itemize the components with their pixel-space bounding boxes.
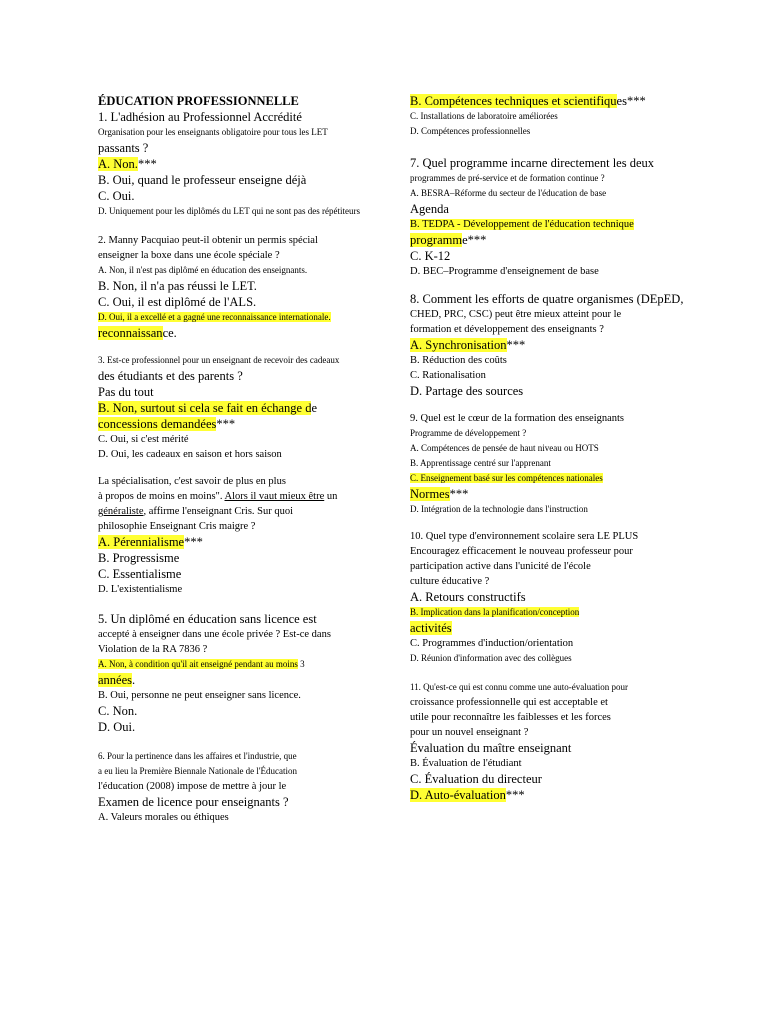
line-text: 11. Qu'est-ce qui est connu comme une auto-évaluation pour (410, 682, 628, 692)
text-line (410, 155, 710, 171)
highlighted-answer: années (98, 673, 133, 687)
text-line (98, 779, 398, 794)
document-title (98, 93, 398, 109)
highlighted-answer: programm (410, 233, 463, 247)
line-gap (98, 341, 398, 353)
text-line (98, 519, 398, 534)
text-line (98, 384, 398, 400)
text-line (410, 307, 710, 322)
text-line (98, 489, 398, 504)
line-gap (410, 666, 710, 680)
line-gap (98, 219, 398, 233)
text-line (98, 657, 398, 672)
line-text: 9. Quel est le cœur de la formation des enseignants (410, 413, 625, 424)
line-text: D. L'existentialisme (98, 584, 183, 595)
text-line (98, 368, 398, 384)
text-line (410, 559, 710, 574)
text-line (410, 710, 710, 725)
text-line (410, 740, 710, 756)
line-text: C. Essentialisme (98, 567, 182, 581)
text-line (98, 325, 398, 341)
text-line (98, 125, 398, 140)
line-text: B. Oui, personne ne peut enseigner sans licence. (98, 690, 301, 701)
line-text: D. Oui, les cadeaux en saison et hors saison (98, 449, 282, 460)
line-text: B. Apprentissage centré sur l'apprenant (410, 458, 551, 468)
line-text: B. Oui, quand le professeur enseigne déjà (98, 173, 307, 187)
text-line (410, 787, 710, 803)
text-line (98, 432, 398, 447)
line-text: C. Oui, il est diplômé de l'ALS. (98, 295, 257, 309)
text-line (410, 471, 710, 486)
line-gap (98, 597, 398, 611)
line-text: philosophie Enseignant Cris maigre ? (98, 521, 256, 532)
line-text: accepté à enseigner dans une école privée ? Est-ce dans (98, 629, 331, 640)
text-line (98, 263, 398, 278)
line-text: Programme de développement ? (410, 428, 527, 438)
line-text: 2. Manny Pacquiao peut-il obtenir un permis spécial (98, 235, 318, 246)
text-line (98, 810, 398, 825)
text-line (98, 109, 398, 125)
text-line (98, 248, 398, 263)
line-text: programmes de pré-service et de formation continue ? (410, 173, 605, 183)
text-line (98, 416, 398, 432)
text-line (410, 322, 710, 337)
highlighted-answer: A. Synchronisation (410, 338, 507, 352)
text-line (98, 172, 398, 188)
line-text: *** (137, 157, 157, 171)
text-line (98, 749, 398, 764)
highlighted-answer: concessions demandées (98, 417, 217, 431)
highlighted-answer: B. Compétences techniques et scientifiqu (410, 94, 617, 108)
underlined-text: généraliste (98, 506, 144, 517)
line-gap (410, 517, 710, 529)
text-line (98, 294, 398, 310)
highlighted-answer: A. Non, à condition qu'il ait enseigné pendant au moins (98, 659, 298, 669)
text-line (98, 627, 398, 642)
line-text: A. Retours constructifs (410, 590, 526, 604)
text-line (410, 93, 710, 109)
text-line (98, 672, 398, 688)
highlighted-answer: B. TEDPA - Développement de l'éducation technique (410, 219, 634, 230)
text-line (410, 725, 710, 740)
text-line (98, 447, 398, 462)
line-text: C. Oui. (98, 189, 135, 203)
text-line (98, 140, 398, 156)
highlighted-answer: Normes (410, 487, 450, 501)
text-line (98, 582, 398, 597)
highlighted-answer: B. Implication dans la planification/conception (410, 607, 580, 617)
text-line (410, 217, 710, 232)
line-text: C. Programmes d'induction/orientation (410, 638, 574, 649)
text-line (98, 611, 398, 627)
highlighted-answer: A. Pérennialisme (98, 535, 185, 549)
right-column (410, 93, 710, 803)
text-line (410, 544, 710, 559)
highlighted-answer: C. Enseignement basé sur les compétences nationales (410, 473, 603, 483)
line-text: 5. Un diplômé en éducation sans licence est (98, 612, 317, 626)
text-line (98, 719, 398, 735)
line-text: A. Non, il n'est pas diplômé en éducation des enseignants. (98, 265, 308, 275)
text-line (410, 605, 710, 620)
line-text: A. Valeurs morales ou éthiques (98, 812, 229, 823)
highlighted-answer: D. Auto-évaluation (410, 788, 506, 802)
line-text: Violation de la RA 7836 ? (98, 644, 208, 655)
text-line (410, 201, 710, 217)
line-text: *** (216, 417, 236, 431)
text-line (410, 529, 710, 544)
line-text: La spécialisation, c'est savoir de plus en plus (98, 476, 286, 487)
text-line (410, 574, 710, 589)
text-line (98, 310, 398, 325)
line-text: des étudiants et des parents ? (98, 369, 243, 383)
line-text: C. Oui, si c'est mérité (98, 434, 189, 445)
line-text: A. BESRA–Réforme du secteur de l'éducation de base (410, 188, 607, 198)
text-line (410, 680, 710, 695)
line-text: CHED, PRC, CSC) peut être mieux atteint pour le (410, 309, 622, 320)
line-text: D. Uniquement pour les diplômés du LET qui ne sont pas des répétiteurs (98, 206, 361, 216)
line-text: D. Compétences professionnelles (410, 126, 531, 136)
line-gap (410, 399, 710, 411)
text-line (410, 589, 710, 605)
line-text: Pas du tout (98, 385, 154, 399)
line-text: C. K-12 (410, 249, 451, 263)
line-text: C. Rationalisation (410, 370, 486, 381)
line-text: D. Partage des sources (410, 384, 524, 398)
text-line (410, 368, 710, 383)
line-text: *** (505, 788, 525, 802)
line-text: C. Évaluation du directeur (410, 772, 542, 786)
text-line (98, 400, 398, 416)
text-line (410, 171, 710, 186)
line-text: , affirme l'enseignant Cris. Sur quoi (143, 506, 294, 517)
line-text: enseigner la boxe dans une école spéciale ? (98, 250, 280, 261)
line-text: *** (506, 338, 526, 352)
highlighted-answer: B. Non, surtout si cela se fait en échange d (98, 401, 312, 415)
line-text: D. Réunion d'information avec des collègues (410, 653, 572, 663)
text-line (98, 566, 398, 582)
line-text: 10. Quel type d'environnement scolaire sera LE PLUS (410, 531, 639, 542)
text-line (98, 188, 398, 204)
line-text: e*** (462, 233, 487, 247)
text-line (410, 186, 710, 201)
text-line (98, 703, 398, 719)
text-line (410, 771, 710, 787)
text-line (410, 124, 710, 139)
line-gap (410, 139, 710, 155)
text-line (410, 456, 710, 471)
line-text: B. Réduction des coûts (410, 355, 507, 366)
text-line (410, 426, 710, 441)
text-line (98, 764, 398, 779)
line-text: D. BEC–Programme d'enseignement de base (410, 266, 599, 277)
text-line (410, 486, 710, 502)
highlighted-answer: activités (410, 621, 452, 635)
text-line (410, 411, 710, 426)
text-line (410, 353, 710, 368)
line-text: D. Oui. (98, 720, 136, 734)
line-text: A. Compétences de pensée de haut niveau ou HOTS (410, 443, 599, 453)
line-text: B. Non, il n'a pas réussi le LET. (98, 279, 257, 293)
highlighted-answer: reconnaissan (98, 326, 163, 340)
line-text: D. Intégration de la technologie dans l'instruction (410, 504, 588, 514)
line-text: 8. Comment les efforts de quatre organismes (DEpED, (410, 292, 684, 306)
line-text: croissance professionnelle qui est acceptable et (410, 697, 608, 708)
line-text-tail: un (324, 491, 338, 502)
text-line (98, 156, 398, 172)
text-line (98, 233, 398, 248)
text-line (410, 502, 710, 517)
text-line (410, 248, 710, 264)
line-text: B. Progressisme (98, 551, 180, 565)
text-line (410, 756, 710, 771)
text-line (410, 695, 710, 710)
line-text: utile pour reconnaître les faiblesses et les forces (410, 712, 611, 723)
line-text: à propos de moins en moins". (98, 491, 225, 502)
highlighted-answer: D. Oui, il a excellé et a gagné une reconnaissance internationale. (98, 312, 331, 322)
line-text: l'éducation (2008) impose de mettre à jour le (98, 781, 287, 792)
text-line (410, 337, 710, 353)
line-text: pour un nouvel enseignant ? (410, 727, 529, 738)
text-line (410, 441, 710, 456)
line-text: culture éducative ? (410, 576, 490, 587)
line-text: ÉDUCATION PROFESSIONNELLE (98, 94, 299, 108)
text-line (410, 620, 710, 636)
text-line (410, 636, 710, 651)
text-line (410, 651, 710, 666)
text-line (98, 688, 398, 703)
line-text: a eu lieu la Première Biennale Nationale de l'Éducation (98, 766, 298, 776)
line-gap (98, 735, 398, 749)
text-line (98, 550, 398, 566)
text-line (98, 278, 398, 294)
text-line (410, 383, 710, 399)
text-line (98, 504, 398, 519)
line-text: Organisation pour les enseignants obligatoire pour tous les LET (98, 127, 328, 137)
text-line (410, 291, 710, 307)
line-text: Agenda (410, 202, 449, 216)
line-text: 1. L'adhésion au Professionnel Accrédité (98, 110, 302, 124)
line-text: B. Évaluation de l'étudiant (410, 758, 522, 769)
line-text: . (132, 673, 136, 687)
left-column (98, 93, 398, 825)
line-text: 3. Est-ce professionnel pour un enseignant de recevoir des cadeaux (98, 355, 340, 365)
line-text: participation active dans l'unicité de l'école (410, 561, 591, 572)
line-gap (410, 279, 710, 291)
line-text: passants ? (98, 141, 149, 155)
line-text: Examen de licence pour enseignants ? (98, 795, 289, 809)
line-text: ce. (162, 326, 177, 340)
line-text: Évaluation du maître enseignant (410, 741, 572, 755)
line-gap (98, 462, 398, 474)
line-text: *** (449, 487, 469, 501)
text-line (98, 534, 398, 550)
line-text: e (311, 401, 318, 415)
text-line (410, 264, 710, 279)
line-text: 7. Quel programme incarne directement les deux (410, 156, 655, 170)
line-text: formation et développement des enseignants ? (410, 324, 604, 335)
line-text: C. Installations de laboratoire améliorées (410, 111, 558, 121)
text-line (98, 204, 398, 219)
line-text: 6. Pour la pertinence dans les affaires et l'industrie, que (98, 751, 297, 761)
text-line (98, 642, 398, 657)
text-line (410, 109, 710, 124)
line-text: *** (184, 535, 203, 549)
text-line (98, 794, 398, 810)
line-text: 3 (297, 659, 305, 669)
text-line (98, 353, 398, 368)
line-text: es*** (616, 94, 646, 108)
text-line (98, 474, 398, 489)
underlined-text: Alors il vaut mieux être (224, 491, 325, 502)
text-line (410, 232, 710, 248)
line-text: C. Non. (98, 704, 138, 718)
highlighted-answer: A. Non. (98, 157, 138, 171)
line-text: Encouragez efficacement le nouveau professeur pour (410, 546, 633, 557)
